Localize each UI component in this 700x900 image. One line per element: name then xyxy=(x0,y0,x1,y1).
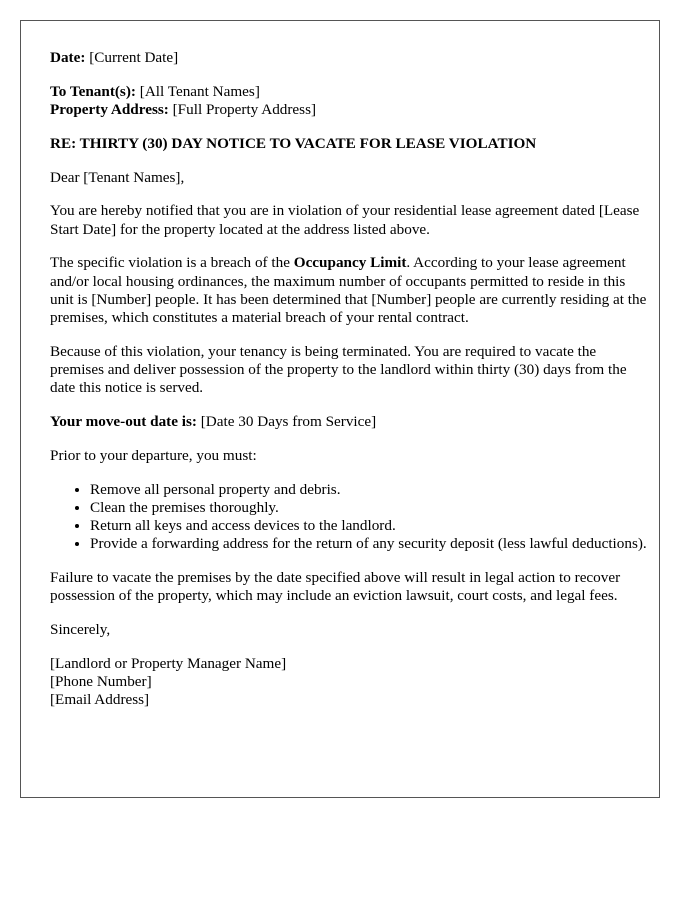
occupancy-limit-term: Occupancy Limit xyxy=(293,254,407,272)
signature-block xyxy=(50,655,650,710)
salutation: Dear [Tenant Names], xyxy=(50,168,185,186)
signature-email: [Email Address] xyxy=(50,691,150,709)
recipient-block xyxy=(50,83,650,119)
address-value: [Full Property Address] xyxy=(168,101,317,118)
list-item: • Clean the premises thoroughly. xyxy=(90,499,650,517)
legal-action-paragraph: Failure to vacate the premises by the date specified above will result in legal action to recover possession of the property, which may include an eviction lawsuit, court costs, and legal fees. xyxy=(50,569,621,605)
requirements-intro: Prior to your departure, you must: xyxy=(50,446,257,464)
list-item: • Return all keys and access devices to the landlord. xyxy=(90,517,650,535)
move-out-label: Your move-out date is: xyxy=(50,413,197,430)
date-line xyxy=(50,49,650,67)
list-item: • Provide a forwarding address for the return of any security deposit (less lawful deductions). xyxy=(90,535,650,553)
violation-notice-paragraph: You are hereby notified that you are in violation of your residential lease agreement dated [Lease Start Date] for the property located at the address listed above. xyxy=(50,202,640,238)
move-out-date-line xyxy=(50,413,650,431)
tenants-label: To Tenant(s): xyxy=(50,82,136,100)
date-value: [Current Date] xyxy=(85,49,179,66)
violation-text-after: . According to your lease agreement and/or local housing ordinances, the maximum number of occupants permitted to reside in this unit is [Number] people. It has been determined that [Number] people are currently residing at the premises, which constitutes a material breach of your rental contract. xyxy=(50,254,647,326)
notice-content xyxy=(50,49,650,725)
move-out-value: [Date 30 Days from Service] xyxy=(196,413,377,430)
requirements-list xyxy=(50,481,650,554)
notice-document xyxy=(20,20,660,798)
closing: Sincerely, xyxy=(50,621,111,638)
violation-text-before: The specific violation is a breach of the xyxy=(50,254,294,272)
tenants-value: [All Tenant Names] xyxy=(135,82,260,100)
date-label: Date: xyxy=(50,49,86,66)
violation-detail-paragraph xyxy=(50,254,650,327)
subject-heading: RE: THIRTY (30) DAY NOTICE TO VACATE FOR LEASE VIOLATION xyxy=(50,134,537,152)
list-item: • Remove all personal property and debris. xyxy=(90,481,650,499)
address-label: Property Address: xyxy=(50,101,169,118)
signature-name: [Landlord or Property Manager Name] xyxy=(50,654,287,672)
termination-paragraph: Because of this violation, your tenancy is being terminated. You are required to vacate the premises and deliver possession of the property to the landlord within thirty (30) days from the date this notice is served. xyxy=(50,342,627,397)
signature-phone: [Phone Number] xyxy=(50,673,152,690)
